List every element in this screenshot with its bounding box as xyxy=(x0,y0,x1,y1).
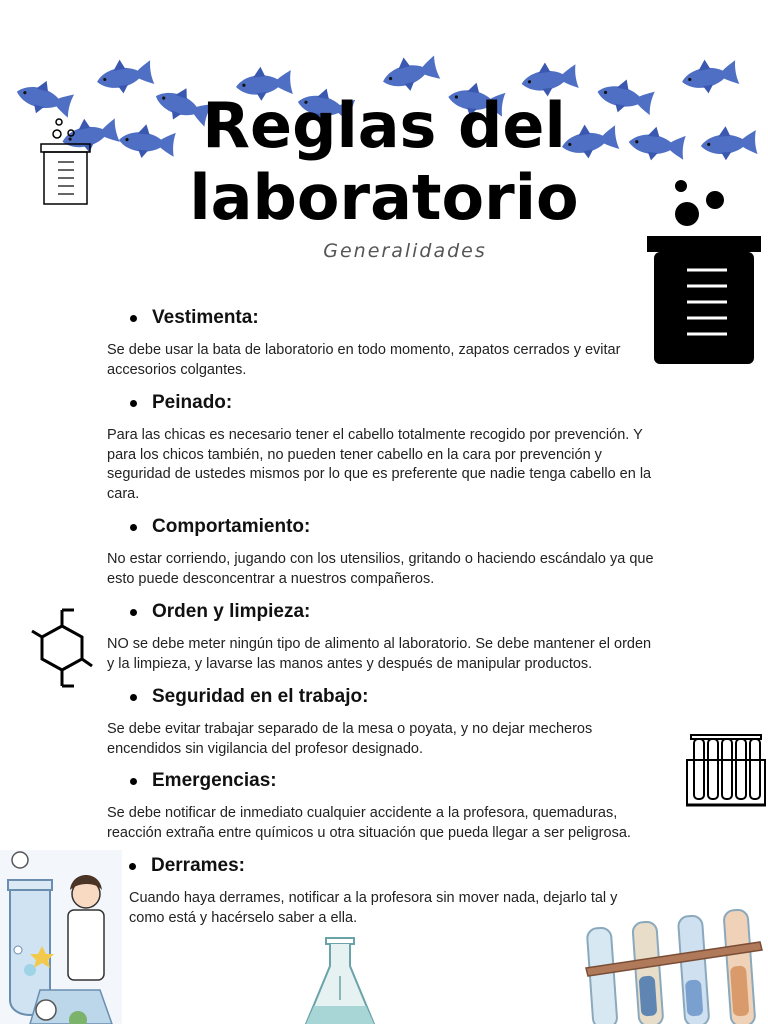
bullet xyxy=(130,778,137,785)
section-vestimenta xyxy=(107,307,662,380)
test-tube-rack-icon xyxy=(684,732,768,813)
section-text: No estar corriendo, jugando con los utensilios, gritando o haciendo escándalo ya que esto puede desconcentrar a nuestros compañeros. xyxy=(107,551,654,587)
bullet xyxy=(129,863,136,870)
section-peinado xyxy=(107,392,662,504)
section-comportamiento xyxy=(107,516,662,589)
section-heading: Orden y limpieza: xyxy=(152,601,311,622)
beaker-icon xyxy=(38,118,94,213)
molecule-icon xyxy=(30,606,94,695)
beaker-icon xyxy=(645,178,763,373)
section-text: Cuando haya derrames, notificar a la profesora sin mover nada, dejarlo tal y como está y hacérselo saber a ella. xyxy=(129,890,618,926)
section-heading: Vestimenta: xyxy=(152,307,259,328)
section-orden-limpieza xyxy=(107,601,662,674)
flask-illustration xyxy=(300,936,380,1029)
bullet xyxy=(130,694,137,701)
section-heading: Emergencias: xyxy=(152,770,277,791)
scientist-illustration xyxy=(0,850,122,1029)
section-heading: Derrames: xyxy=(151,855,245,876)
bullet xyxy=(130,524,137,531)
section-derrames xyxy=(129,855,649,928)
section-text: NO se debe meter ningún tipo de alimento al laboratorio. Se debe mantener el orden y la limpieza, y lavarse las manos antes y después de manipular productos. xyxy=(107,636,652,672)
section-emergencias xyxy=(107,770,662,843)
section-heading: Seguridad en el trabajo: xyxy=(152,686,369,707)
title-line-2: laboratorio xyxy=(189,161,579,234)
page-subtitle: Generalidades xyxy=(323,240,487,262)
section-seguridad xyxy=(107,686,662,759)
title-line-1: Reglas del xyxy=(202,89,566,162)
section-text: Para las chicas es necesario tener el cabello totalmente recogido por prevención. Y para los chicos también, no pueden tener cabello en la cara por prevención y seguridad de ustedes mismos por lo que es preferente que nadie tenga cabello en la cara. xyxy=(107,427,652,502)
section-heading: Comportamiento: xyxy=(152,516,311,537)
section-text: Se debe evitar trabajar separado de la mesa o poyata, y no dejar mecheros encendidos sin vigilancia del profesor designado. xyxy=(107,721,593,757)
section-text: Se debe notificar de inmediato cualquier accidente a la profesora, quemaduras, reacción extraña entre químicos u otra situación que pueda llegar a ser peligrosa. xyxy=(107,805,631,841)
page-title xyxy=(150,90,618,234)
bullet xyxy=(130,400,137,407)
bullet xyxy=(130,315,137,322)
section-heading: Peinado: xyxy=(152,392,233,413)
section-text: Se debe usar la bata de laboratorio en todo momento, zapatos cerrados y evitar accesorios colgantes. xyxy=(107,342,621,378)
bullet xyxy=(130,609,137,616)
